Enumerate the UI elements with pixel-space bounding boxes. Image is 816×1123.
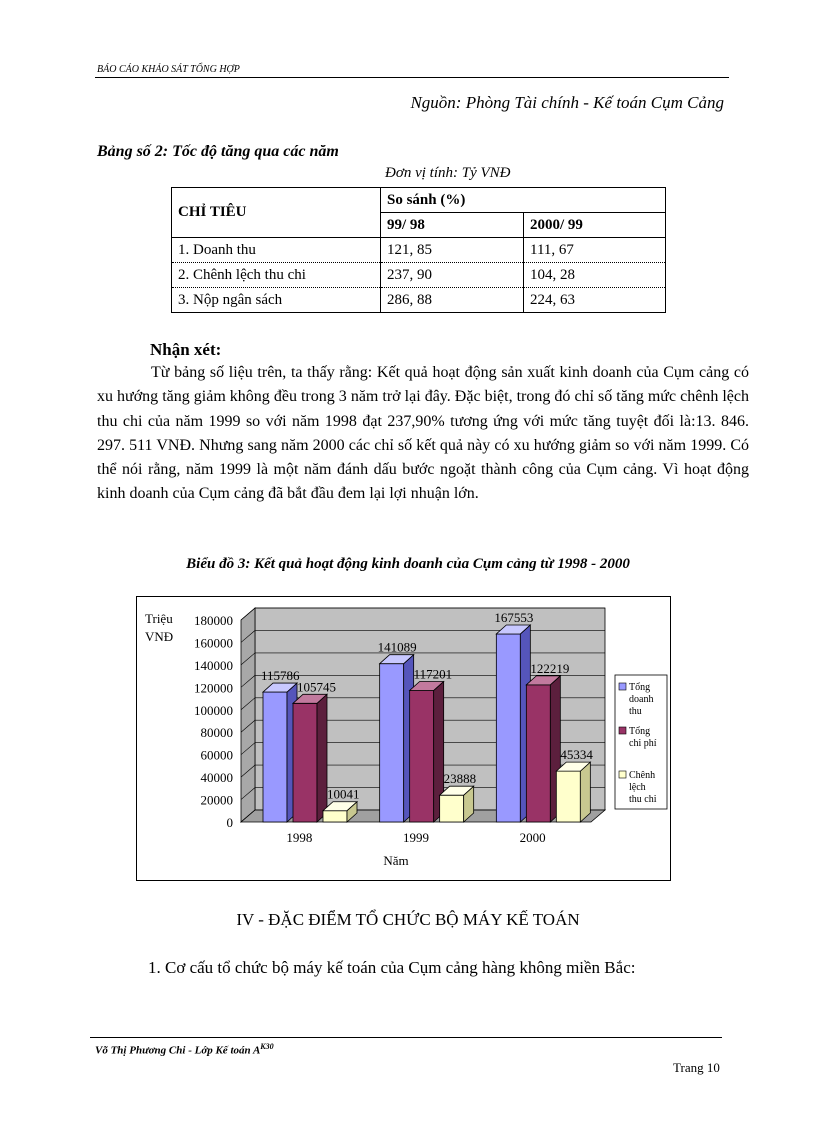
bar-side	[580, 762, 590, 822]
header-2000-99: 2000/ 99	[524, 213, 666, 238]
header-so-sanh: So sánh (%)	[381, 188, 666, 213]
legend-label: Tổng	[629, 726, 651, 737]
data-label: 45334	[560, 747, 593, 763]
legend-label: Chênh	[629, 770, 656, 781]
sub-section-title: 1. Cơ cấu tổ chức bộ máy kế toán của Cụm cảng hàng không miền Bắc:	[148, 958, 636, 977]
row-label: 2. Chênh lệch thu chi	[172, 263, 381, 288]
bar-0-1	[293, 703, 317, 822]
legend-label: doanh	[629, 694, 654, 705]
row-value: 121, 85	[381, 238, 524, 263]
data-label: 115786	[261, 668, 300, 684]
x-tick-label: 1998	[286, 830, 313, 845]
chart-title: Biểu đồ 3: Kết quả hoạt động kinh doanh của Cụm cảng từ 1998 - 2000	[186, 556, 630, 572]
chart-frame	[136, 596, 671, 881]
data-label: 23888	[443, 771, 477, 787]
comment-body: Từ bảng số liệu trên, ta thấy rằng: Kết quả hoạt động sản xuất kinh doanh của Cụm cảng có xu hướng tăng giảm không đều trong 3 năm trở lại đây. Đặc biệt, trong đó chỉ số tăng mức chênh lệch thu chi của năm 1999 so với năm 1998 đạt 237,90% tương ứng với mức tăng tuyệt đối là:13. 846. 297. 511 VNĐ. Nhưng sang năm 2000 các chỉ số kết quả này có xu hướng giảm so với năm 1999. Có thể nói rằng, năm 1999 là một năm đánh dấu bước ngoặt thành công của Cụm cảng. Vì hoạt động kinh doanh của Cụm cảng đã bắt đầu đem lại lợi nhuận lớn.	[97, 364, 749, 503]
row-value: 237, 90	[381, 263, 524, 288]
row-value: 111, 67	[524, 238, 666, 263]
table-row	[172, 288, 666, 313]
x-tick-label: 2000	[519, 830, 546, 845]
author-class-sup: K30	[260, 1042, 274, 1051]
legend-swatch	[619, 727, 626, 734]
author-name: Võ Thị Phương Chi - Lớp Kế toán A	[95, 1044, 261, 1057]
y-tick-label: 20000	[200, 792, 233, 808]
data-label: 117201	[413, 666, 453, 682]
x-tick-label: 1999	[403, 830, 429, 845]
bar-1-1	[410, 690, 434, 822]
y-tick-label: 180000	[194, 613, 233, 628]
row-value: 224, 63	[524, 288, 666, 313]
y-tick-label: 120000	[194, 680, 233, 696]
y-axis-label: Triệu	[145, 611, 173, 626]
y-tick-label: 140000	[194, 657, 233, 673]
table-unit: Đơn vị tính: Tỷ VNĐ	[385, 165, 511, 181]
bar-0-0	[263, 692, 287, 822]
bar-1-2	[440, 795, 464, 822]
page-number: Trang 10	[673, 1060, 720, 1075]
legend-label: lệch	[629, 782, 646, 793]
legend-label: thu	[629, 706, 642, 717]
bar-1-0	[380, 664, 404, 822]
x-axis-label: Năm	[383, 853, 409, 868]
source-note: Nguồn: Phòng Tài chính - Kế toán Cụm Cảng	[410, 93, 724, 112]
table-row	[172, 263, 666, 288]
data-label: 141089	[377, 639, 417, 655]
table-row	[172, 238, 666, 263]
y-tick-label: 80000	[200, 725, 233, 741]
legend-label: thu chi	[629, 794, 657, 805]
header-rule	[95, 77, 729, 78]
row-label: 1. Doanh thu	[172, 238, 381, 263]
legend-swatch	[619, 683, 626, 690]
y-tick-label: 0	[226, 815, 233, 830]
y-tick-label: 100000	[194, 702, 233, 718]
y-tick-label: 60000	[200, 747, 233, 763]
bar-side	[317, 694, 327, 822]
bar-2-0	[496, 634, 520, 822]
header-99-98: 99/ 98	[381, 213, 524, 238]
y-axis-label-unit: VNĐ	[145, 629, 174, 644]
footer-author	[95, 1042, 274, 1057]
data-label: 167553	[494, 609, 534, 625]
header-chi-tieu: CHỈ TIÊU	[172, 188, 381, 238]
row-value: 104, 28	[524, 263, 666, 288]
row-value: 286, 88	[381, 288, 524, 313]
bar-2-1	[526, 685, 550, 822]
chart-side-wall	[241, 608, 255, 822]
legend-label: Tổng	[629, 682, 651, 693]
section-title: IV - ĐẶC ĐIỂM TỔ CHỨC BỘ MÁY KẾ TOÁN	[236, 910, 580, 929]
legend-swatch	[619, 771, 626, 778]
legend-label: chi phí	[629, 738, 657, 749]
row-label: 3. Nộp ngân sách	[172, 288, 381, 313]
growth-table	[171, 187, 666, 313]
data-label: 105745	[297, 679, 336, 695]
running-header: BÁO CÁO KHẢO SÁT TỔNG HỢP	[97, 64, 240, 75]
data-label: 122219	[530, 660, 570, 676]
y-tick-label: 40000	[200, 770, 233, 786]
bar-chart	[137, 597, 670, 880]
comment-heading: Nhận xét:	[150, 340, 222, 359]
bar-2-2	[556, 771, 580, 822]
y-tick-label: 160000	[194, 635, 233, 651]
table-title: Bảng số 2: Tốc độ tăng qua các năm	[97, 143, 339, 160]
data-label: 10041	[327, 786, 360, 802]
bar-0-2	[323, 811, 347, 822]
footer-rule	[90, 1037, 722, 1038]
